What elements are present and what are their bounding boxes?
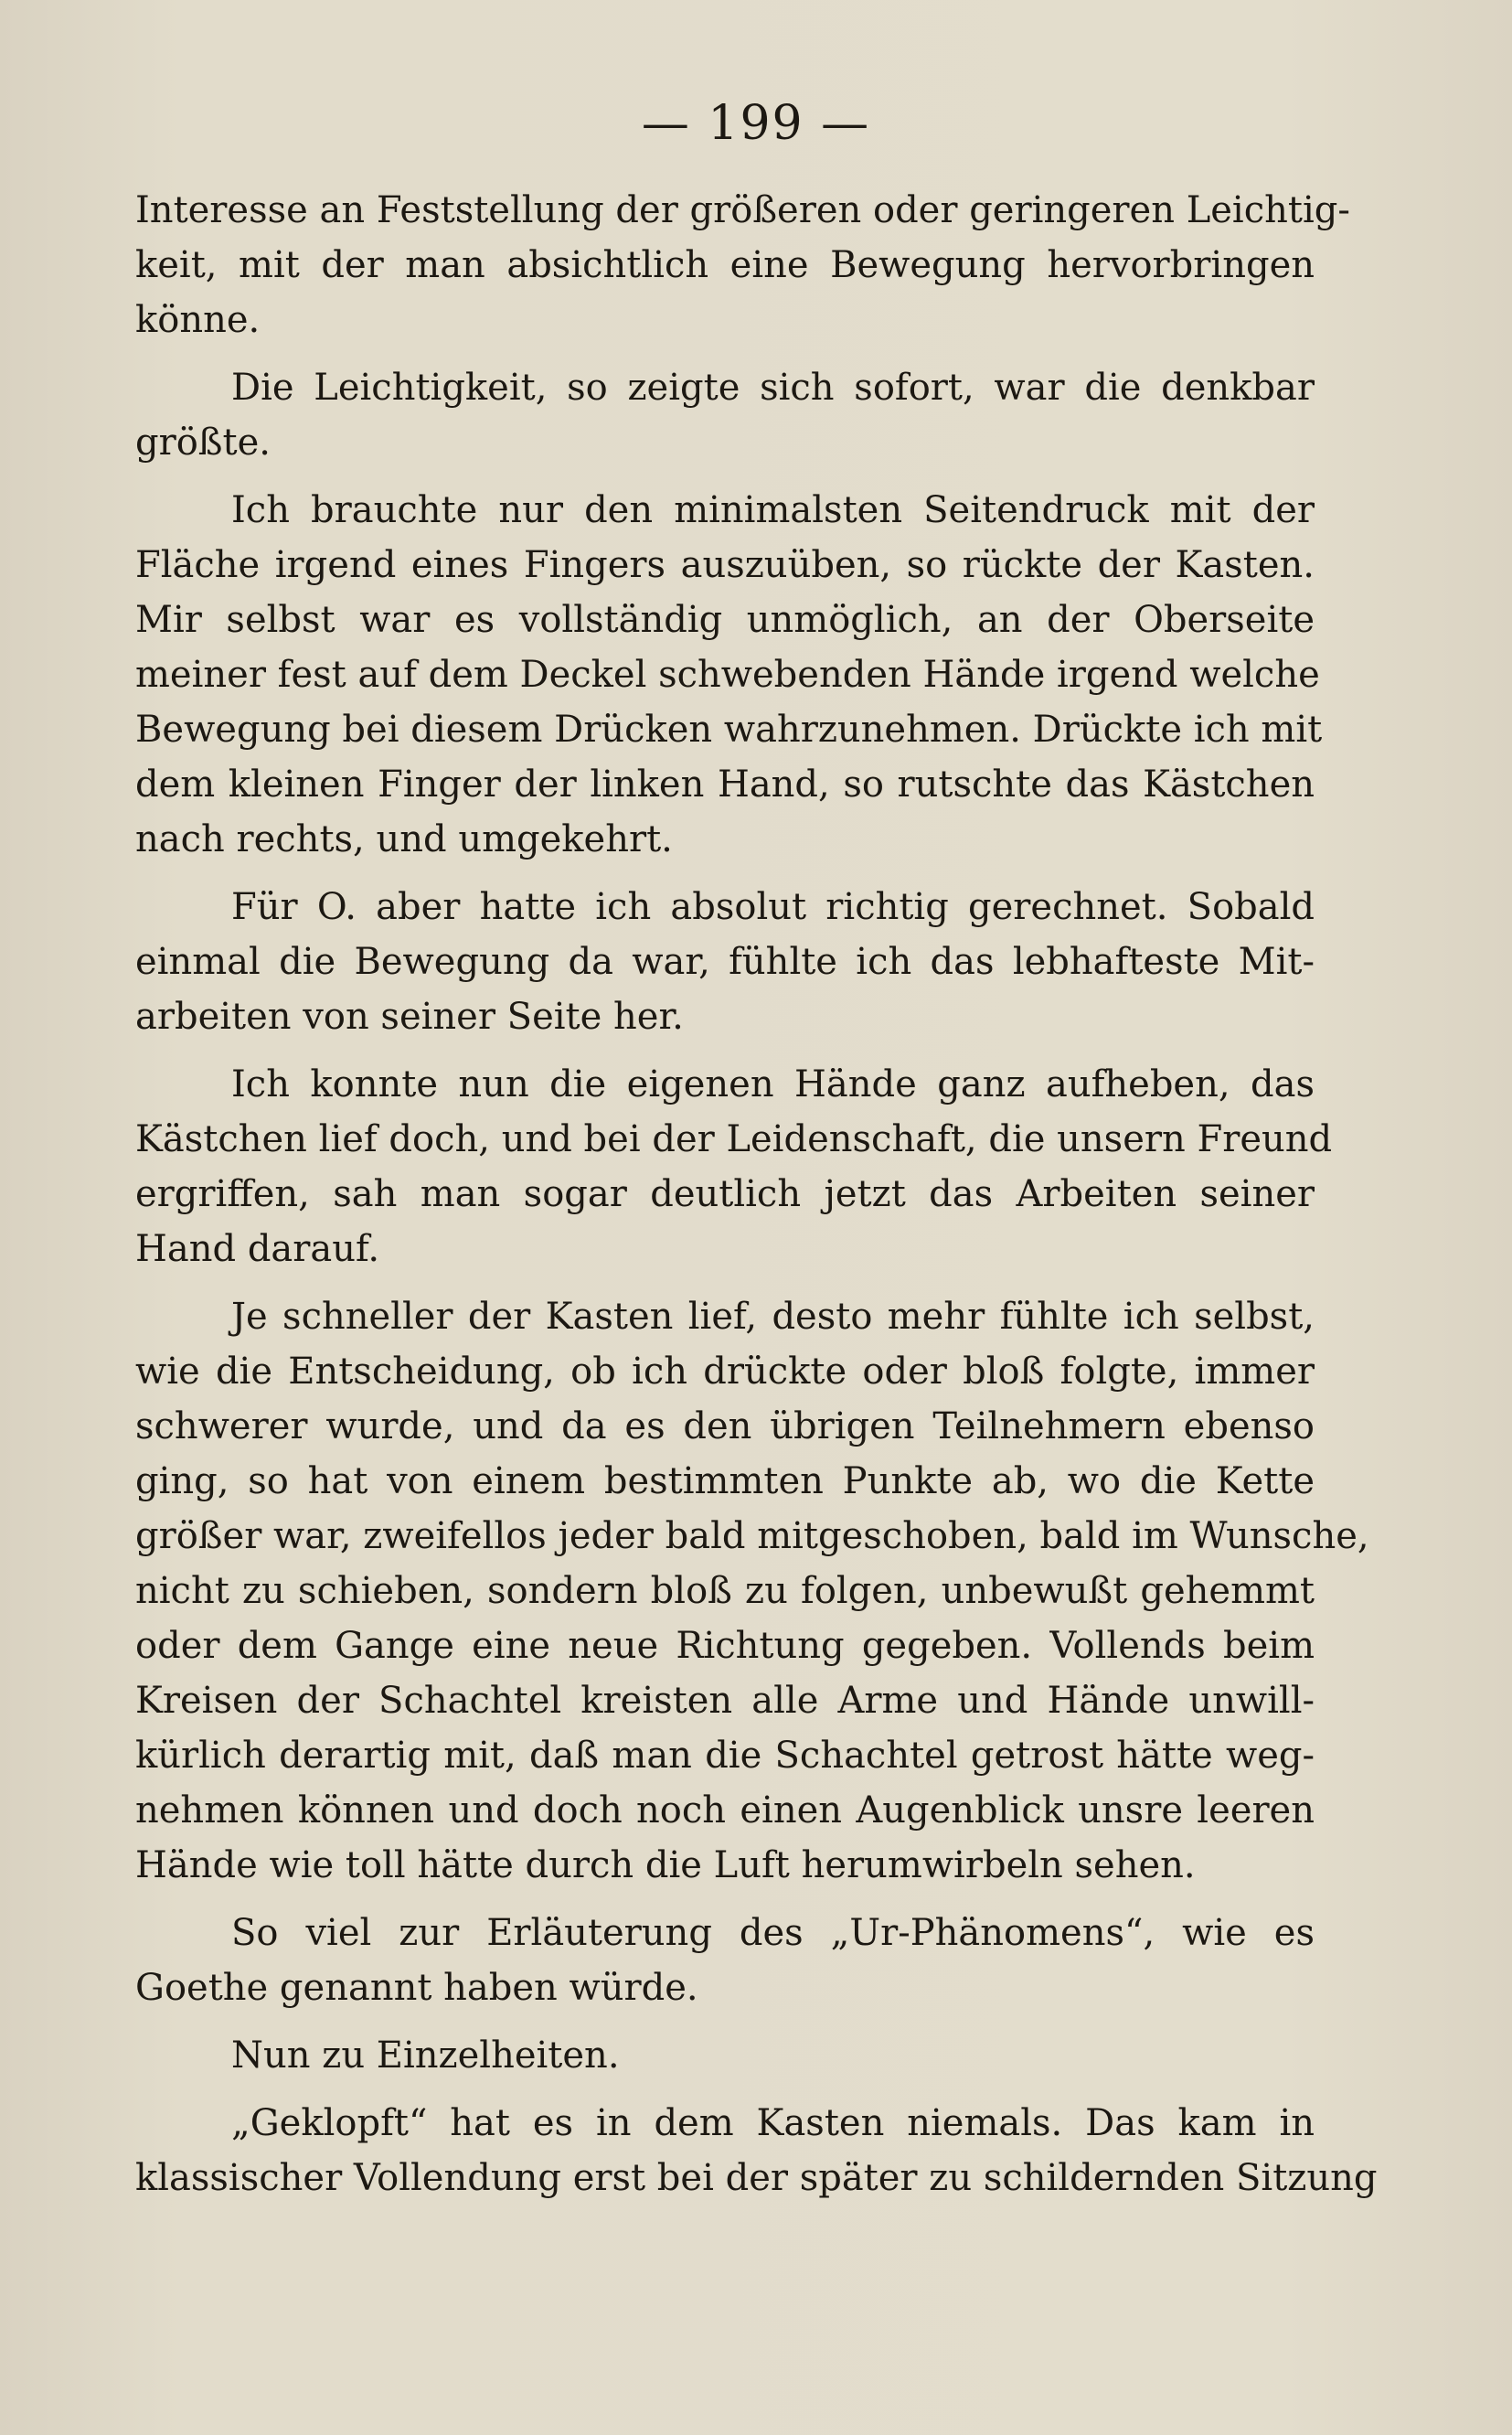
text-line: Für O. aber hatte ich absolut richtig gerechnet. Sobald (231, 886, 1315, 928)
paragraph (135, 483, 1323, 867)
text-line: Ich konnte nun die eigenen Hände ganz aufheben, das (231, 1063, 1315, 1105)
text-line: einmal die Bewegung da war, fühlte ich das lebhafteste Mit- (135, 941, 1315, 983)
text-line: „Geklopft“ hat es in dem Kasten niemals. Das kam in (231, 2102, 1315, 2144)
paragraph (135, 1289, 1369, 1893)
paragraph (135, 183, 1350, 347)
text-line: Je schneller der Kasten lief, desto mehr fühlte ich selbst, (231, 1296, 1315, 1338)
text-line: Kästchen lief doch, und bei der Leidenschaft, die unsern Freund (135, 1118, 1333, 1160)
text-line: wie die Entscheidung, ob ich drückte oder bloß folgte, immer (135, 1351, 1315, 1393)
text-line: nicht zu schieben, sondern bloß zu folgen, unbewußt gehemmt (135, 1570, 1315, 1612)
text-line: Hände wie toll hätte durch die Luft herumwirbeln sehen. (135, 1844, 1196, 1886)
paragraph (135, 360, 1315, 470)
text-line: dem kleinen Finger der linken Hand, so rutschte das Kästchen (135, 764, 1315, 806)
text-line: ging, so hat von einem bestimmten Punkte ab, wo die Kette (135, 1460, 1315, 1502)
text-line: Bewegung bei diesem Drücken wahrzunehmen. Drückte ich mit (135, 709, 1323, 751)
text-line: Hand darauf. (135, 1228, 380, 1270)
text-line: Ich brauchte nur den minimalsten Seitendruck mit der (231, 489, 1315, 531)
text-line: größte. (135, 422, 271, 464)
text-line: Fläche irgend eines Fingers auszuüben, so rückte der Kasten. (135, 544, 1315, 586)
text-line: schwerer wurde, und da es den übrigen Teilnehmern ebenso (135, 1405, 1315, 1447)
text-line: könne. (135, 299, 261, 341)
text-line: klassischer Vollendung erst bei der später zu schildernden Sitzung (135, 2157, 1378, 2199)
text-line: nehmen können und doch noch einen Augenblick unsre leeren (135, 1789, 1315, 1832)
text-line: Interesse an Feststellung der größeren oder geringeren Leichtig- (135, 189, 1350, 231)
paragraph (135, 1057, 1333, 1276)
text-line: größer war, zweifellos jeder bald mitgeschoben, bald im Wunsche, (135, 1515, 1369, 1557)
text-line: kürlich derartig mit, daß man die Schachtel getrost hätte weg- (135, 1735, 1315, 1777)
text-line: Mir selbst war es vollständig unmöglich, an der Oberseite (135, 599, 1315, 641)
text-line: keit, mit der man absichtlich eine Bewegung hervorbringen (135, 244, 1315, 286)
page-number: — 199 — (641, 96, 871, 151)
paragraph (135, 1906, 1315, 2015)
text-line: meiner fest auf dem Deckel schwebenden Hände irgend welche (135, 654, 1320, 696)
text-line: Goethe genannt haben würde. (135, 1967, 698, 2009)
body-text (135, 183, 1378, 2218)
text-line: Nun zu Einzelheiten. (231, 2035, 620, 2077)
text-line: oder dem Gange eine neue Richtung gegeben. Vollends beim (135, 1625, 1315, 1667)
text-line: nach rechts, und umgekehrt. (135, 818, 673, 860)
paragraph (135, 2096, 1378, 2205)
text-line: Die Leichtigkeit, so zeigte sich sofort, war die denkbar (231, 367, 1315, 409)
paragraph (135, 880, 1315, 1044)
paragraph (135, 2028, 1315, 2083)
text-line: arbeiten von seiner Seite her. (135, 996, 684, 1038)
text-line: Kreisen der Schachtel kreisten alle Arme und Hände unwill- (135, 1680, 1315, 1722)
text-line: So viel zur Erläuterung des „Ur-Phänomens“, wie es (231, 1912, 1315, 1954)
text-line: ergriffen, sah man sogar deutlich jetzt das Arbeiten seiner (135, 1173, 1315, 1215)
